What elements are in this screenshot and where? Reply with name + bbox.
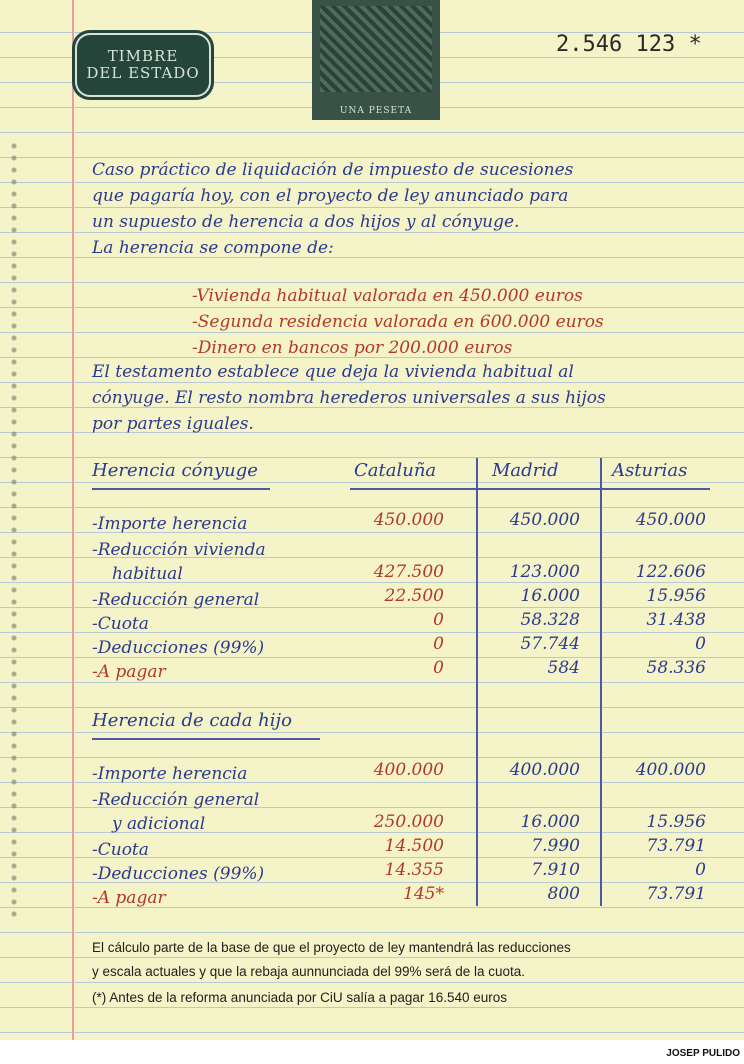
- section1-title-underline: [92, 488, 270, 490]
- s1-value-asturias: 122.606: [635, 562, 706, 582]
- s1-value-asturias: 450.000: [635, 510, 706, 530]
- s1-value-madrid: 16.000: [520, 586, 580, 606]
- s1-value-madrid: 57.744: [520, 634, 580, 654]
- s2-value-cataluna: 14.355: [384, 860, 444, 880]
- s2-value-cataluna: 250.000: [373, 812, 444, 832]
- s2-value-cataluna: 145*: [403, 884, 444, 904]
- s2-value-madrid: 800: [547, 884, 580, 904]
- column-header-madrid: Madrid: [492, 460, 559, 481]
- serial-number: 2.546 123 *: [556, 32, 702, 57]
- s2-value-madrid: 7.910: [531, 860, 580, 880]
- footnote-line-3: (*) Antes de la reforma anunciada por CiU salía a pagar 16.540 euros: [92, 990, 507, 1005]
- s2-value-asturias: 400.000: [635, 760, 706, 780]
- stamp-line-2: DEL ESTADO: [86, 64, 200, 82]
- testament-line-3: por partes iguales.: [92, 414, 254, 434]
- asset-item-1: -Vivienda habitual valorada en 450.000 euros: [192, 286, 583, 306]
- s1-row-label: -Cuota: [92, 614, 149, 634]
- column-header-cataluna: Cataluña: [354, 460, 437, 481]
- timbre-stamp: [72, 30, 214, 100]
- stamp-value-label: UNA PESETA: [339, 106, 413, 116]
- s1-value-madrid: 58.328: [520, 610, 580, 630]
- s2-value-asturias: 73.791: [646, 836, 706, 856]
- testament-line-1: El testamento establece que deja la vivienda habitual al: [92, 362, 574, 382]
- s2-value-madrid: 7.990: [531, 836, 580, 856]
- s1-row-label: -Deducciones (99%): [92, 638, 265, 658]
- s1-row-label: -Reducción vivienda: [92, 540, 266, 560]
- s1-row-label: -Reducción general: [92, 590, 260, 610]
- asset-item-2: -Segunda residencia valorada en 600.000 euros: [192, 312, 604, 332]
- s2-row-label: -Cuota: [92, 840, 149, 860]
- s1-value-cataluna: 22.500: [384, 586, 444, 606]
- s2-row-label-cont: y adicional: [112, 814, 206, 834]
- s1-value-cataluna: 0: [433, 658, 444, 678]
- s2-row-label: -Reducción general: [92, 790, 260, 810]
- intro-line-4: La herencia se compone de:: [92, 238, 334, 258]
- stamp-line-1: TIMBRE: [107, 47, 179, 65]
- s1-row-label: -Importe herencia: [92, 514, 248, 534]
- s2-value-madrid: 16.000: [520, 812, 580, 832]
- s1-value-asturias: 31.438: [646, 610, 706, 630]
- s1-value-asturias: 15.956: [646, 586, 706, 606]
- s1-value-cataluna: 0: [433, 634, 444, 654]
- s1-value-madrid: 450.000: [509, 510, 580, 530]
- s2-row-label: -Importe herencia: [92, 764, 248, 784]
- section2-title-underline: [92, 738, 320, 740]
- photo-credit: JOSEP PULIDO: [666, 1048, 740, 1059]
- s2-value-cataluna: 400.000: [373, 760, 444, 780]
- s2-value-madrid: 400.000: [509, 760, 580, 780]
- s2-row-label: -Deducciones (99%): [92, 864, 265, 884]
- section1-title: Herencia cónyuge: [92, 460, 258, 481]
- s1-value-madrid: 584: [547, 658, 580, 678]
- column-header-asturias: Asturias: [612, 460, 688, 481]
- s1-value-asturias: 0: [695, 634, 706, 654]
- asset-item-3: -Dinero en bancos por 200.000 euros: [192, 338, 513, 358]
- s1-row-label-total: -A pagar: [92, 662, 166, 682]
- footnote-line-2: y escala actuales y que la rebaja aunnunciada del 99% será de la cuota.: [92, 964, 526, 979]
- s2-value-asturias: 0: [695, 860, 706, 880]
- column-header-underline: [350, 488, 710, 490]
- column-divider-2: [600, 458, 602, 906]
- s1-value-cataluna: 450.000: [373, 510, 444, 530]
- intro-line-2: que pagaría hoy, con el proyecto de ley anunciado para: [92, 186, 569, 206]
- section2-title: Herencia de cada hijo: [92, 710, 292, 731]
- spiral-binding: [0, 140, 40, 920]
- testament-line-2: cónyuge. El resto nombra herederos universales a sus hijos: [92, 388, 606, 408]
- intro-line-3: un supuesto de herencia a dos hijos y al cónyuge.: [92, 212, 520, 232]
- s1-value-asturias: 58.336: [646, 658, 706, 678]
- intro-line-1: Caso práctico de liquidación de impuesto de sucesiones: [92, 160, 574, 180]
- s1-row-label-cont: habitual: [112, 564, 183, 584]
- s2-row-label-total: -A pagar: [92, 888, 166, 908]
- s1-value-cataluna: 427.500: [373, 562, 444, 582]
- s2-value-asturias: 73.791: [646, 884, 706, 904]
- coat-of-arms-icon: [320, 6, 432, 92]
- s2-value-cataluna: 14.500: [384, 836, 444, 856]
- margin-line: [72, 0, 74, 1040]
- postage-stamp: [312, 0, 440, 120]
- footnote-line-1: El cálculo parte de la base de que el proyecto de ley mantendrá las reducciones: [92, 940, 571, 955]
- s2-value-asturias: 15.956: [646, 812, 706, 832]
- s1-value-cataluna: 0: [433, 610, 444, 630]
- s1-value-madrid: 123.000: [509, 562, 580, 582]
- column-divider-1: [476, 458, 478, 906]
